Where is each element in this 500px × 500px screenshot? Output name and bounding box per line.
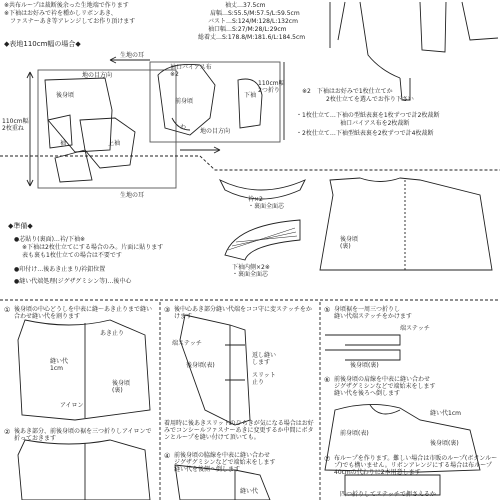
step-3-note: 着用時に後あきスリットのひらきが気になる場合はお好みでコンシールファスナーあきに変更するか中間にボタンとループを縫い付けて頂いても。 [164,420,314,441]
size-sleeve-length: 袖丈…37.5cm [225,2,266,9]
loop-note-1: ※共布ループは裁断後余った生地端で作ります [4,2,129,9]
layout-heading: ◆表地110cm幅の場合◆ [4,40,81,48]
fold-width-label: 110cm幅 2枚重ね [2,118,29,132]
step-1-label-back: 後身頃 (裏) [112,380,131,394]
note-2-a: ※2 下袖はお好みで1枚仕立てか [302,88,393,95]
note-single-2: 袖口バイアス布を2枚裁断 [340,120,410,127]
note-double: ・2枚仕立て…下袖型紙表裏を2枚ずつで計4枚裁断 [296,130,434,137]
step-1-number: ① [4,306,11,314]
step-7-number: ⑦ [324,455,331,463]
step-1-label-opening: あき止り [100,330,125,337]
step-3-label-slit: スリット 止り [252,372,276,386]
note-2-b: 2枚仕立てを選んでお作り下さい [326,96,414,103]
size-total-length: 総着丈…S:178.8/M:181.6/L:184.5cm [198,34,306,41]
fold-mark-label: わ [180,124,187,131]
prep-interfacing-note-1: ※下袖は2枚仕立てにする場合のみ。片面に貼ります [22,244,164,251]
back-body-label: 後身頃 [56,92,75,99]
grain-2-label: 地の目方向 [200,128,231,135]
step-5-number: ⑤ [324,306,331,314]
selvage-top-label: 生地の耳 [120,52,145,59]
step-1-label-seam: 縫い代 1cm [50,358,69,372]
step-7-label-fold: 四つ折りしてステッチで押さえるか [340,491,436,498]
step-6-text: 前後身頃の肩線を中表に縫い合わせ ジグザグミシンなどで端始末をします 縫い代を後ろへ倒します [334,376,436,397]
note-single: ・1枚仕立て…下袖の型紙表裏を1枚ずつで計2枚裁断 [296,112,440,119]
step-5-text: 身頃裾を一周三つ折りし 縫い代端ステッチをかけます [334,306,412,320]
sleeve-label: 袖 [60,140,67,147]
bias-label: 袖口バイアス布 ※2 [170,64,212,78]
step-3-number: ③ [164,306,171,314]
loop-note-3: ファスナーあき等アレンジしてお作り頂けます [10,18,136,25]
step-2-number: ② [4,428,11,436]
cuff-label: 下袖内側×2※ ・裏面全面芯 [232,264,270,278]
step-4-label-seam: 縫い代 [240,488,259,495]
prep-marks: ●印付け…後あき止まり/衿釦位置 [14,266,106,273]
step-1-text: 後身頃の中心どうしを中表に縫～あき止りまで縫い合わせ縫い代を割ります [14,306,153,320]
collar-label: 衿×2 ・裏面全面芯 [248,196,285,210]
step-6-label-front: 前身頃(表) [340,430,369,437]
step-6-label-back: 後身頃(裏) [430,440,459,447]
step-3-label-stitch: 端ステッチ [172,340,202,347]
upper-sleeve-label: 上袖 [108,140,121,147]
step-3-label-back: 後身頃(表) [186,362,215,369]
size-cuff: 袖口幅…S:27/M:28/L:29cm [208,26,287,33]
step-6-number: ⑥ [324,376,331,384]
size-bust: バスト…S:124/M:128/L:132cm [208,18,298,25]
step-2-text: 後あき部分、前後身頃の裾を三つ折りしアイロンで折っておきます [14,428,152,442]
step-1-label-iron: アイロン [60,402,84,409]
step-3-label-backstitch: 返し縫い します [252,352,277,366]
loop-note-2: ※下袖はお好みで衿を種かしリボンあき、 [4,10,117,17]
size-shoulder: 肩幅…S:55.5/M:57.5/L:59.5cm [210,10,300,17]
prep-interfacing-note-2: 表も裏も1枚仕立ての場合は不要です [22,252,122,259]
step-4-text: 前後身頃の脇線を中表に縫い合わせ ジグザグミシンなどで端始末をします 縫い代を後側へ倒します [174,452,276,473]
step-5-label-back: 後身頃(裏) [350,362,379,369]
selvage-bottom-label: 生地の耳 [120,192,145,199]
prep-serge: ●縫い代端処理(ジグザグミシン等)…後中心 [14,278,132,285]
prep-heading: ◆準備◆ [8,222,33,230]
lower-sleeve-label: 下袖 [244,92,257,99]
step-5-label-stitch: 端ステッチ [400,325,430,332]
fold-2-label: 110cm幅 2つ折り [258,80,285,94]
step-4-number: ④ [164,452,171,460]
step-6-label-seam: 縫い代1cm [430,410,461,417]
grain-label: 地の目方向 [82,72,113,79]
step-3-text: 後中心あき部分縫い代端をココ守に変ステッチをかけます [174,306,312,320]
prep-interfacing: ●芯貼り(裏面)…衿/下袖※ [14,236,85,243]
step-7-text: 布ループを作ります。難しい場合は市販のループ(ボタンループ)でも構いません。リボンアレンジにする場合は布ループ40cmの代わりに2本用意します [334,455,498,476]
prep-back-label: 後身頃 (裏) [340,236,359,250]
front-body-label: 前身頃 [175,98,194,105]
